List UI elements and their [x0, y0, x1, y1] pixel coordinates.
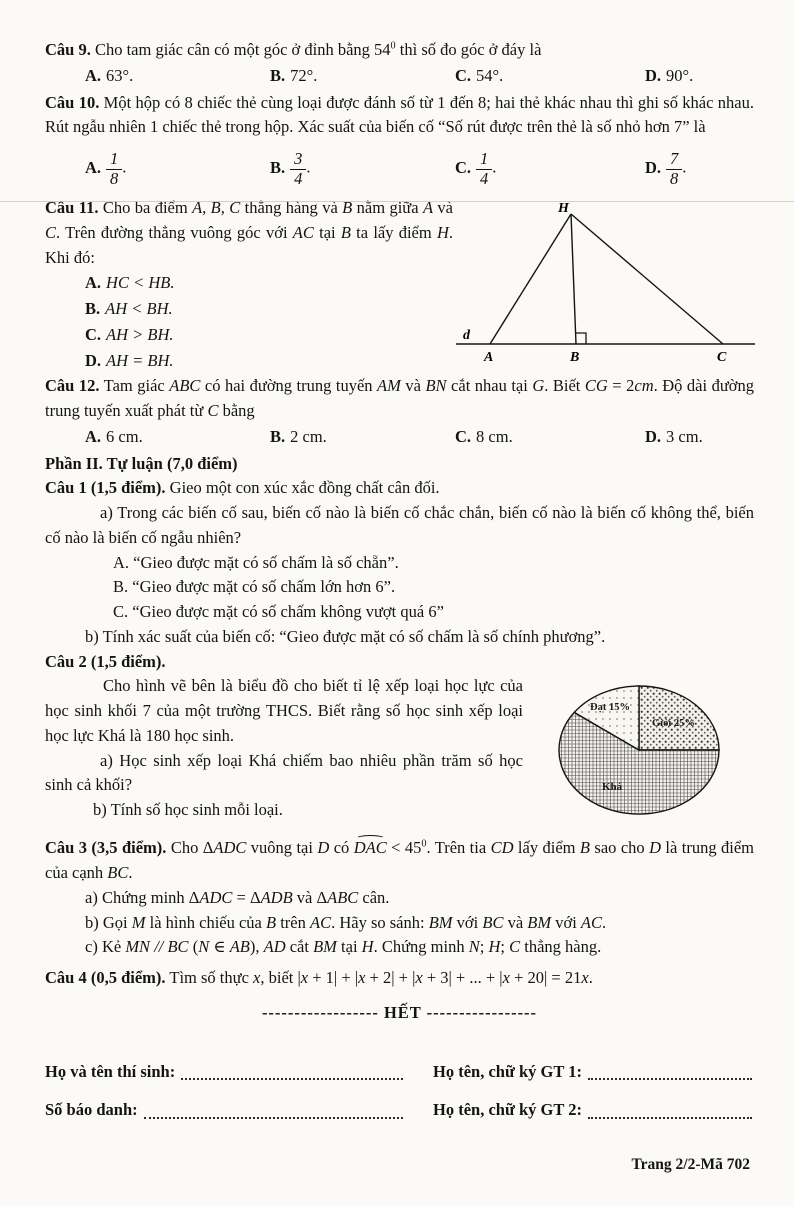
essay-question-2	[45, 650, 754, 827]
pie-chart-svg	[544, 674, 734, 826]
question-12	[45, 374, 754, 449]
essay-2-part-b: b) Tính số học sinh mỗi loại.	[93, 800, 283, 819]
dotted-line	[588, 1116, 752, 1119]
question-12-options	[45, 425, 754, 450]
essay-2-intro: Cho hình vẽ bên là biểu đồ cho biết tỉ lệ xếp loại học lực của học sinh khối 7 của một trường THCS. Biết rằng số học sinh xếp loại học lực Khá là 180 học sinh.	[45, 676, 523, 745]
essay-1-event-b: B. “Gieo được mặt có số chấm lớn hơn 6”.	[113, 577, 396, 597]
essay-2-title: Câu 2 (1,5 điểm).	[45, 651, 166, 671]
option-a: A. 63°.	[85, 65, 134, 85]
part2-header: Phần II. Tự luận (7,0 điểm)	[45, 453, 238, 473]
question-9	[45, 38, 754, 89]
essay-1-title: Câu 1 (1,5 điểm). Gieo một con xúc xắc đồng chất cân đối.	[45, 478, 440, 498]
essay-1-event-a: A. “Gieo được mặt có số chấm là số chẵn”.	[113, 552, 399, 572]
dotted-line	[588, 1077, 752, 1080]
question-11-options	[45, 271, 453, 373]
figure-label-H: H	[558, 201, 569, 216]
dotted-line	[181, 1077, 403, 1080]
option-c: C. $\frac{1}{4}$ .	[455, 149, 497, 188]
option-b: B. 2 cm.	[270, 426, 327, 446]
fraction: $\frac{1}{4}$	[476, 150, 492, 187]
option-d: D. AH = BH.	[85, 350, 174, 370]
essay-question-1	[45, 476, 754, 649]
option-a: A. $\frac{1}{8}$ .	[85, 149, 127, 188]
essay-1-part-a: a) Trong các biến cố sau, biến cố nào là biến cố chắc chắn, biến cố nào là biến cố không thể, biến cố nào là biến cố ngẫu nhiên?	[45, 503, 754, 547]
essay-3-title: Câu 3 (3,5 điểm). Cho ΔADC vuông tại D có DAC < $45^0$. Trên tia CD lấy điểm B sao cho D là trung điểm của cạnh BC.	[45, 838, 754, 882]
question-9-title: Câu 9. Cho tam giác cân có một góc ở đỉnh bằng $54^0$ thì số đo góc ở đáy là	[45, 40, 542, 59]
fraction: $\frac{3}{4}$	[290, 150, 306, 187]
pie-label-dat: Đạt 15%	[589, 702, 630, 714]
candidate-name-label: Họ và tên thí sinh:	[45, 1061, 176, 1081]
signature-row-1	[45, 1060, 754, 1085]
pie-chart-figure	[523, 674, 754, 826]
examiner-2-label: Họ tên, chữ ký GT 2:	[433, 1100, 582, 1120]
end-marker: ------------------ HẾT -----------------	[261, 1002, 538, 1022]
question-10-options	[45, 146, 754, 192]
triangle-figure	[453, 196, 758, 374]
option-c: C. 8 cm.	[455, 426, 513, 446]
page-footer: Trang 2/2-Mã 702	[631, 1156, 750, 1173]
question-11-title: Câu 11. Cho ba điểm A, B, C thẳng hàng và B nằm giữa A và C. Trên đường thẳng vuông góc với AC tại B ta lấy điểm H. Khi đó:	[45, 198, 454, 267]
pie-label-gioi: Giỏi 25%	[651, 718, 695, 730]
dotted-line	[144, 1116, 403, 1119]
option-b: B. AH < BH.	[85, 299, 173, 318]
question-10	[45, 91, 754, 193]
essay-3-part-c: c) Kẻ MN // BC (N ∈ AB), AD cắt BM tại H. Chứng minh N; H; C thẳng hàng.	[85, 937, 602, 957]
signature-section	[45, 1060, 754, 1124]
option-d: D. 3 cm.	[645, 426, 703, 446]
essay-1-event-c: C. “Gieo được mặt có số chấm không vượt quá 6”	[113, 602, 444, 621]
option-a: A. 6 cm.	[85, 426, 143, 446]
right-angle-mark	[575, 333, 586, 344]
question-12-title: Câu 12. Tam giác ABC có hai đường trung tuyến AM và BN cắt nhau tại G. Biết CG = 2cm. Độ dài đường trung tuyến xuất phát từ C bằng	[45, 376, 754, 420]
option-b: B. 72°.	[270, 65, 318, 85]
question-9-options	[45, 64, 754, 89]
figure-label-C: C	[717, 350, 727, 365]
signature-row-2	[45, 1098, 754, 1123]
examiner-1-label: Họ tên, chữ ký GT 1:	[433, 1061, 582, 1081]
essay-question-4: Câu 4 (0,5 điểm). Tìm số thực x, biết |x + 1| + |x + 2| + |x + 3| + ... + |x + 20| = 21x.	[45, 968, 593, 987]
essay-3-part-a: a) Chứng minh ΔADC = ΔADB và ΔABC cân.	[85, 887, 390, 907]
option-d: D. 90°.	[645, 65, 694, 85]
question-10-title: Câu 10. Một hộp có 8 chiếc thẻ cùng loại được đánh số từ 1 đến 8; hai thẻ khác nhau thì ghi số khác nhau. Rút ngẫu nhiên 1 chiếc thẻ trong hộp. Xác suất của biến cố “Số rút được trên thẻ là số nhỏ hơn 7” là	[45, 92, 755, 137]
essay-3-part-b: b) Gọi M là hình chiếu của B trên AC. Hãy so sánh: BM với BC và BM với AC.	[85, 912, 607, 932]
pie-label-kha: Khá	[601, 781, 622, 794]
essay-2-part-a: a) Học sinh xếp loại Khá chiếm bao nhiêu phần trăm số học sinh cả khối?	[45, 750, 523, 795]
figure-label-d: d	[463, 328, 470, 343]
option-b: B. $\frac{3}{4}$ .	[270, 149, 311, 188]
fraction: $\frac{1}{8}$	[106, 150, 122, 187]
candidate-number-label: Số báo danh:	[45, 1100, 138, 1120]
option-a: A. HC < HB.	[85, 273, 175, 293]
option-d: D. $\frac{7}{8}$ .	[645, 149, 687, 188]
option-c: C. 54°.	[455, 65, 504, 85]
fraction: $\frac{7}{8}$	[666, 150, 682, 187]
figure-label-B: B	[570, 350, 580, 365]
essay-question-3	[45, 836, 754, 960]
figure-label-A: A	[484, 350, 494, 365]
triangle-figure-svg	[453, 198, 758, 366]
essay-1-part-b: b) Tính xác suất của biến cố: “Gieo được mặt có số chấm là số chính phương”.	[85, 626, 606, 646]
question-11	[45, 196, 754, 374]
scan-fold-line	[0, 201, 794, 202]
option-c: C. AH > BH.	[85, 324, 174, 344]
